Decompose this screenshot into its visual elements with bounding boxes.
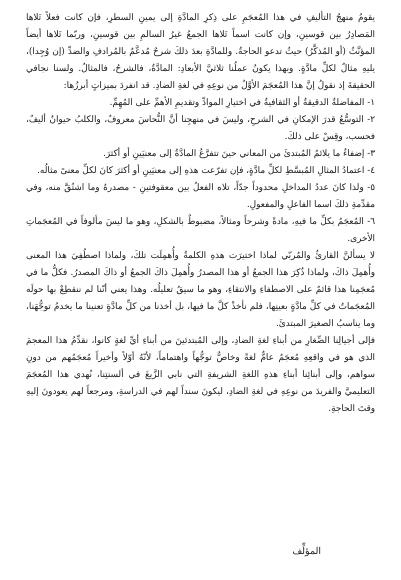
feature-item-3: ٣- إضفاءٌ ما يلائمُ المُبتدئَ من المعاني حينَ تتفرَّعُ المادَّةُ إلى معنيَينِ أو أكثرَ.	[103, 149, 375, 159]
intro-paragraph: يقومُ منهجُ التأليفِ في هذا المُعجَمِ على ذِكرِ المادَّةِ إلى يمينِ السطرِ، فإن كانت فعلاً تَلاها المَصادِرُ بين قوسينِ، وإن كانت اسماً تَلاها الجمعُ غيرُ السالمِ بين قوسينِ، وربّما تَلاها أيضاً المؤنَّثُ (أو المُذكَّرُ) حيثُ تدعو الحاجةُ. وللمادَّةِ بعدَ ذلكَ شرحٌ مُدعَّمٌ بالمُرادفِ والضدِّ (إن وُجِدا)، يليهِ مثالٌ لكلِّ مادَّةٍ. وبهذا يكونُ عملُنا ثلاثيَّ الأبعادِ: المادَّةُ، فالشرحُ، فالمثالُ. ولسنا نجافي الحقيقةَ إذ نقولُ إنَّ هذا المُعجَمَ الأوَّلُ من نوعِهِ في لغةِ الضادِ. قد انفردَ بميزاتٍ أبرزُها:	[26, 13, 375, 91]
feature-item-2: ٢- التوسُّعُ قدرَ الإمكانِ في الشرحِ، وليسَ في منهجِنا أنَّ النُّحاسَ معروفٌ، والكلبُ حيوانٌ أليفٌ، فحسب، وقِسْ على ذلكَ.	[26, 115, 375, 142]
author-signature: المؤلِّف	[292, 546, 321, 557]
selection-paragraph: لا يسألنَّ القارئُ والمُربّي لماذا اختيرَت هذهِ الكلمةُ وأُهمِلَت تلكَ، ولماذا اصطُفِيَ هذا المعنى وأُهمِلَ ذاكَ، ولماذا ذُكِرَ هذا الجمعُ أو هذا المصدرُ وأُهمِلَ ذاكَ الجمعُ أو ذاكَ المصدرُ. فكلُّ ما في مُعجَمِنا هذا قائمٌ على الاصطفاءِ والانتقاءِ، وهو ما سيقُ تعليلُه. وهذا يعني أنّنا لم ننقطِعْ بها حولَه المُعجَماتُ في كلِّ مادَّةٍ بعينِها، فلم نأخذْ كلَّ ما فيها، بل أخذنا من كلِّ مادَّةٍ تعنينا ما يخدمُ توجُّهَنا، وما يناسبُ الصغيرَ المبتدئَ.	[26, 251, 375, 329]
feature-item-4: ٤- اعتمادُ المثالِ المُبسَّطِ لكلِّ مادَّةٍ، فإن تفرّعت هذهِ إلى معنيَينِ أو أكثرَ كانَ لكلِّ معنىً مثالُه.	[37, 166, 375, 176]
feature-item-1: ١- المفاضلةُ الدقيقةُ أو الثقافيةُ في اختيارِ الموادِّ وتقديمِ الأهمِّ على المُهِمِّ.	[109, 98, 375, 108]
dedication-paragraph: فإلى أجيالِنا الصِّغارِ من أبناءِ لغةِ الضادِ، وإلى المُبتدئينَ من أبناءِ أيِّ لغةٍ كانوا، نقدِّمُ هذا المعجمَ الذي هو في واقعِهِ مُعجَمٌ عامٌّ لغةً وخاصٌّ توجُّهاً واهتماماً، لأنّهُ أوّلاً وأخيراً مُعجَمُهم من دونِ سواهم، وإلى أبنائِنا أبناءِ هذهِ اللغةِ الشريفةِ التي نابي الزَّيغَ في ألسنتِنا، نُهدي هذا المُعجَمَ التعليميَّ والفريدَ من نوعِهِ في لغةِ الضادِ، ليكونَ سنداً لهم في الدراسةِ، ومرجعاً لهم يعودونَ إليهِ وقتَ الحاجةِ.	[26, 336, 375, 414]
feature-item-6: ٦- المُعجَمُ بكلِّ ما فيهِ، مادةً وشرحاً ومثالاً، مضبوطٌ بالشكلِ، وهو ما ليسَ مألوفاً في المُعجَماتِ الأخرى.	[26, 217, 375, 244]
feature-item-5: ٥- ولذا كانَ عددُ المداخلِ محدوداً جدّاً، تلاه الفعلُ بين معقوفتينِ - مصدرهُ وما اشتُقَّ منه، وفي مقدِّمةِ ذلكَ اسما الفاعلِ والمفعولِ.	[26, 183, 375, 210]
